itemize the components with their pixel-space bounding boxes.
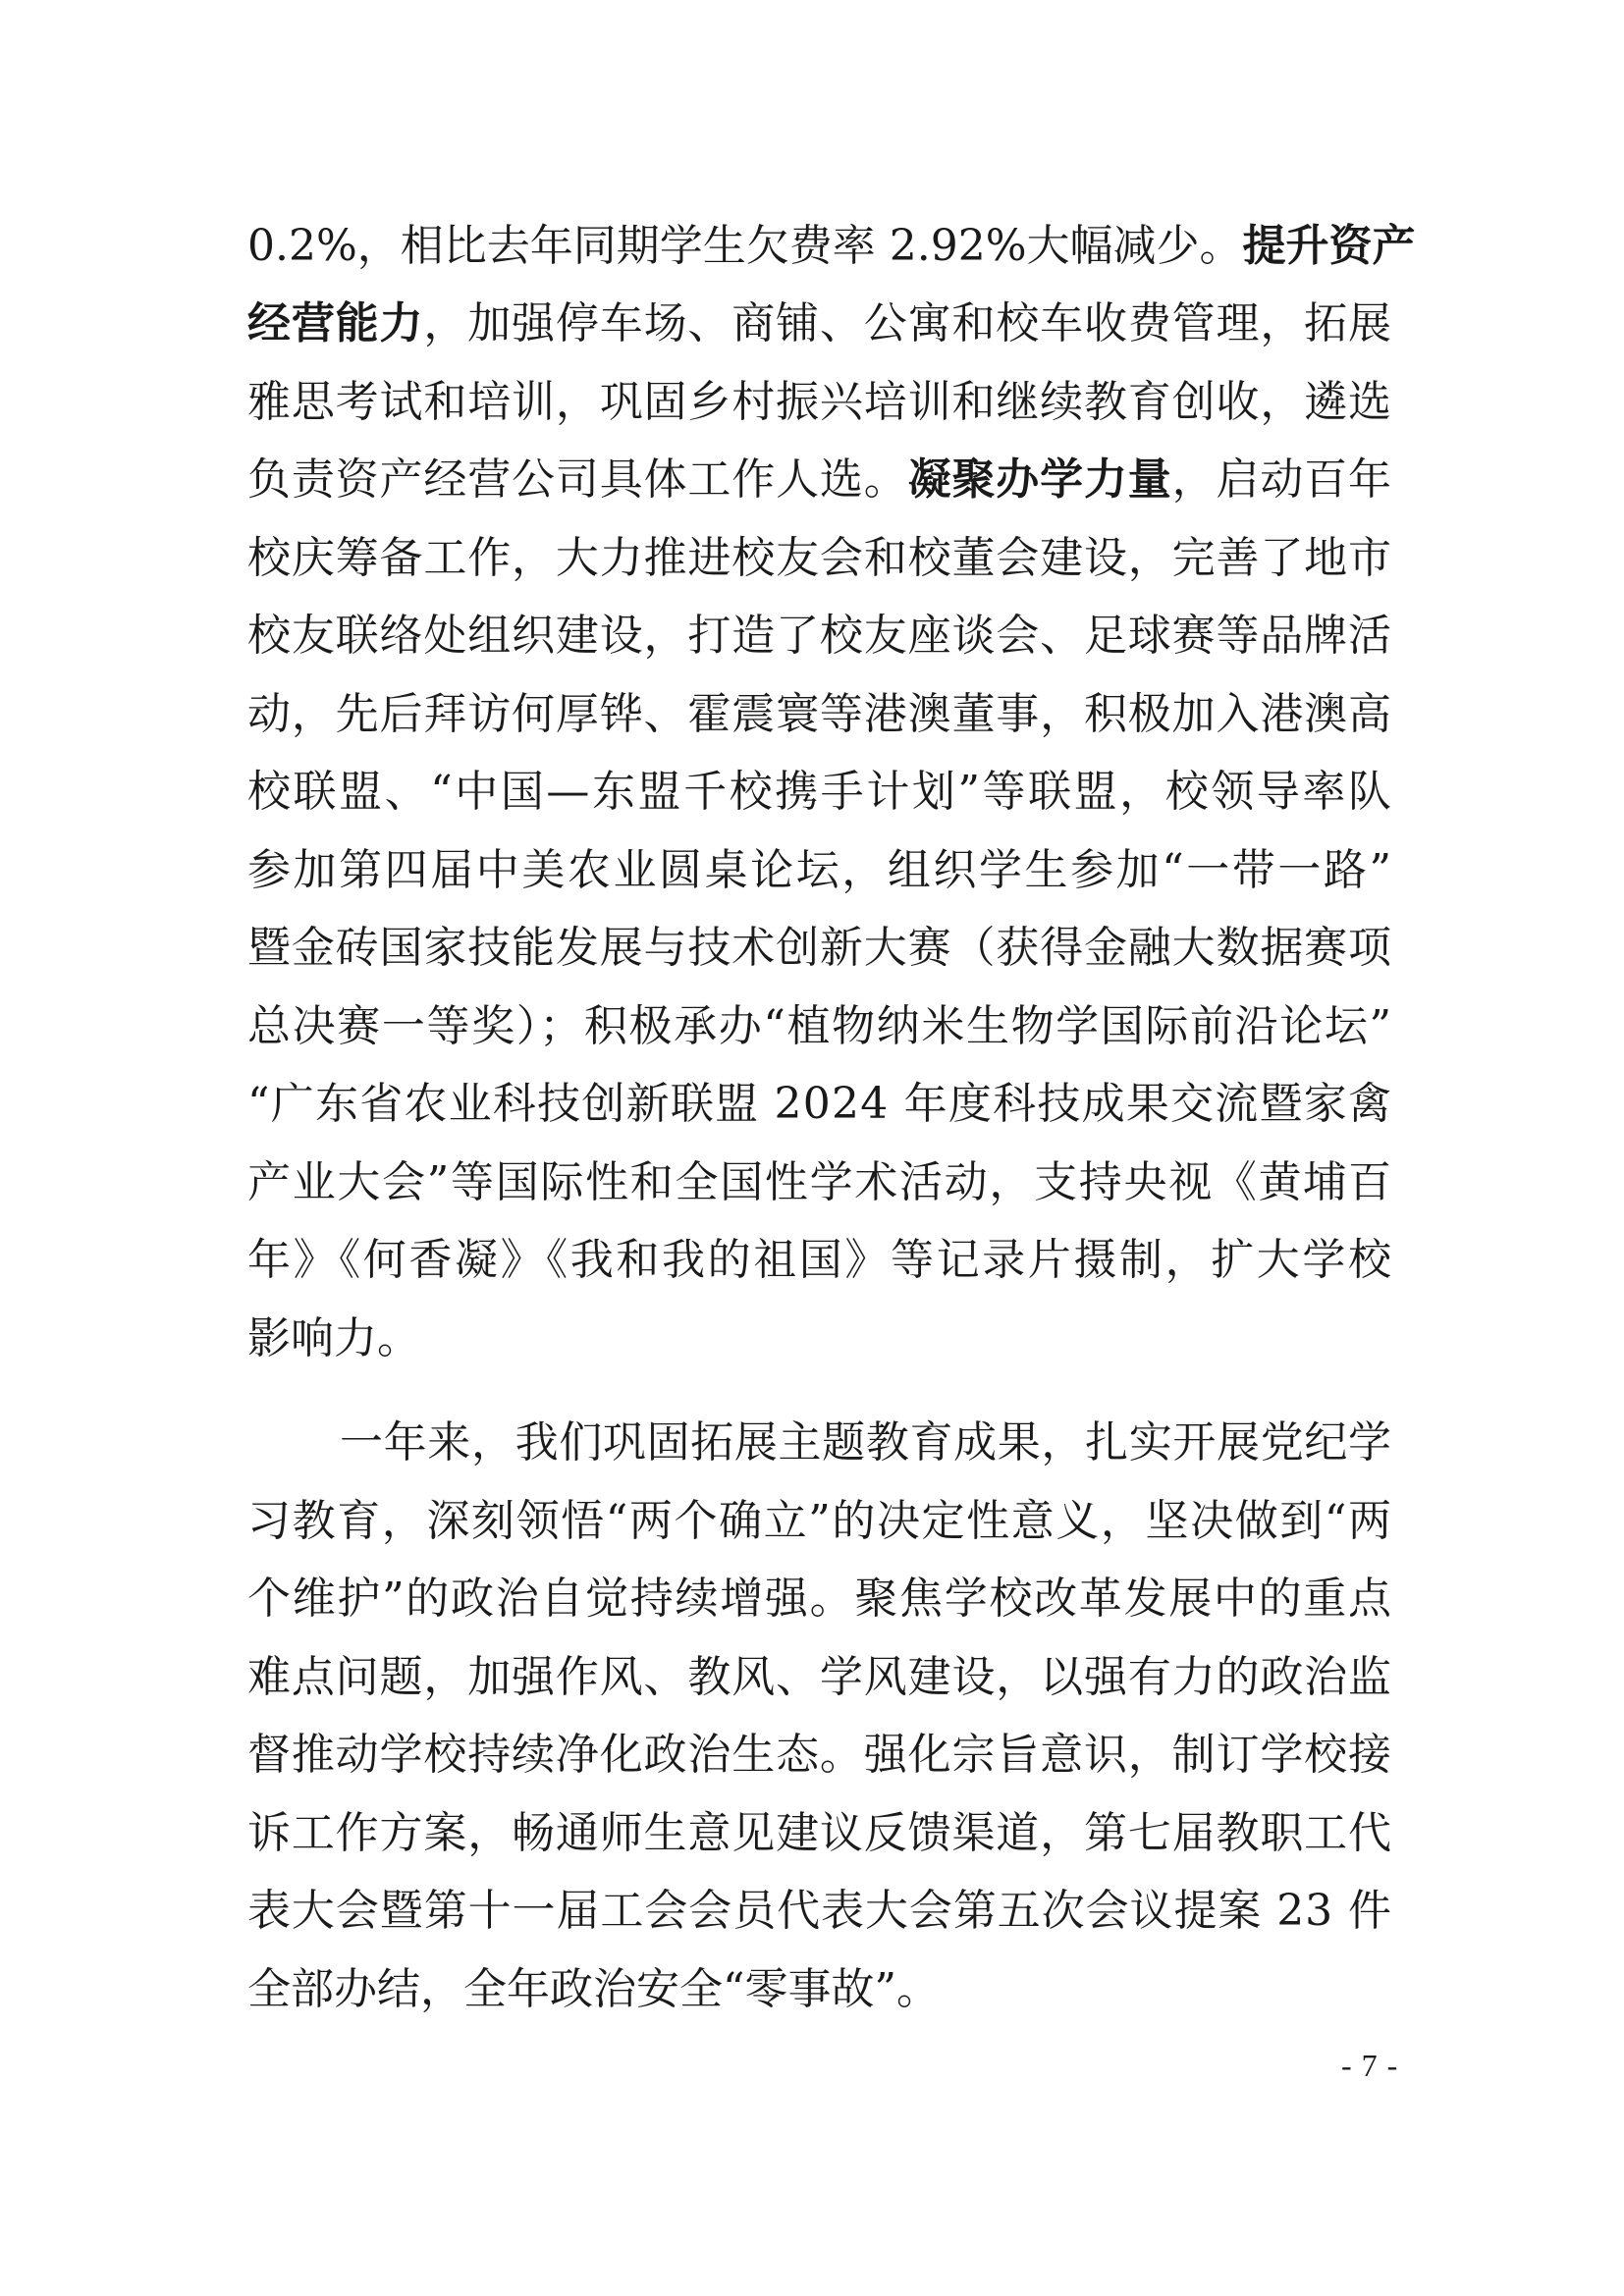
text-segment: 产业大会”等国际性和全国性学术活动，支持央视《黄埔百 [247, 1156, 1393, 1207]
text-line [247, 1139, 1391, 1217]
text-line [247, 593, 1391, 671]
text-segment: 雅思考试和培训，巩固乡村振兴培训和继续教育创收，遴选 [247, 376, 1392, 427]
text-segment: 暨金砖国家技能发展与技术创新大赛（获得金融大数据赛项 [247, 923, 1392, 974]
text-line [247, 749, 1394, 828]
text-line [247, 1295, 1391, 1373]
text-segment: ，启动百年 [1171, 454, 1392, 506]
text-line [247, 1556, 1391, 1634]
bold-phrase: 提升资产 [1242, 220, 1416, 271]
text-line [247, 827, 1394, 905]
text-segment: 影响力。 [247, 1312, 420, 1363]
text-segment: 年》《何香凝》《我和我的祖国》等记录片摄制，扩大学校 [247, 1235, 1394, 1286]
text-line [247, 1712, 1391, 1790]
bold-phrase: 经营能力 [247, 298, 424, 349]
text-segment: 一年来，我们巩固拓展主题教育成果，扎实开展党纪学 [340, 1417, 1392, 1468]
text-segment: 全部办结，全年政治安全“零事故”。 [247, 1963, 940, 2014]
text-line [247, 202, 1416, 281]
paragraph [247, 202, 1416, 1373]
text-line [247, 670, 1391, 749]
text-line [247, 1061, 1391, 1140]
text-segment: ，加强停车场、商铺、公寓和校车收费管理，拓展 [423, 298, 1392, 349]
paragraph-gap [247, 1373, 1391, 1400]
text-segment: 参加第四届中美农业圆桌论坛，组织学生参加“一带一路” [247, 844, 1394, 895]
text-line [247, 1477, 1391, 1556]
page-number: - 7 - [1341, 2048, 1399, 2083]
text-line [247, 1789, 1391, 1868]
text-line [247, 983, 1391, 1061]
text-segment: 校友联络处组织建设，打造了校友座谈会、足球赛等品牌活 [247, 611, 1392, 662]
text-segment: 诉工作方案，畅通师生意见建议反馈渠道，第七届教职工代 [247, 1807, 1392, 1858]
text-segment: “广东省农业科技创新联盟 2024 年度科技成果交流暨家禽 [247, 1079, 1393, 1130]
text-line [247, 1868, 1391, 1947]
text-segment: 习教育，深刻领悟“两个确立”的决定性意义，坚决做到“两 [247, 1495, 1393, 1546]
text-segment: 表大会暨第十一届工会会员代表大会第五次会议提案 23 件 [247, 1886, 1392, 1937]
text-line [247, 281, 1391, 359]
text-segment: 难点问题，加强作风、教风、学风建设，以强有力的政治监 [247, 1651, 1392, 1702]
text-line [247, 437, 1391, 515]
text-line [247, 514, 1391, 593]
text-line [247, 1217, 1394, 1296]
text-line [247, 1633, 1391, 1712]
text-segment: 动，先后拜访何厚铧、霍震寰等港澳董事，积极加入港澳高 [247, 688, 1392, 739]
text-segment: 督推动学校持续净化政治生态。强化宗旨意识，制订学校接 [247, 1730, 1392, 1781]
text-line [247, 1946, 1391, 2024]
text-segment: 总决赛一等奖）；积极承办“植物纳米生物学国际前沿论坛” [247, 1000, 1393, 1051]
text-segment: 校联盟、“中国—东盟千校携手计划”等联盟，校领导率队 [247, 767, 1394, 818]
text-line [247, 1400, 1391, 1478]
text-line [247, 358, 1391, 437]
body-text [247, 202, 1416, 2024]
text-line [247, 905, 1391, 984]
text-segment: 个维护”的政治自觉持续增强。聚焦学校改革发展中的重点 [247, 1574, 1393, 1625]
paragraph [247, 1400, 1391, 2024]
text-segment: 0.2%，相比去年同期学生欠费率 2.92%大幅减少。 [247, 220, 1243, 271]
text-segment: 负责资产经营公司具体工作人选。 [247, 454, 908, 506]
bold-phrase: 凝聚办学力量 [907, 454, 1172, 506]
text-segment: 校庆筹备工作，大力推进校友会和校董会建设，完善了地市 [247, 532, 1392, 583]
